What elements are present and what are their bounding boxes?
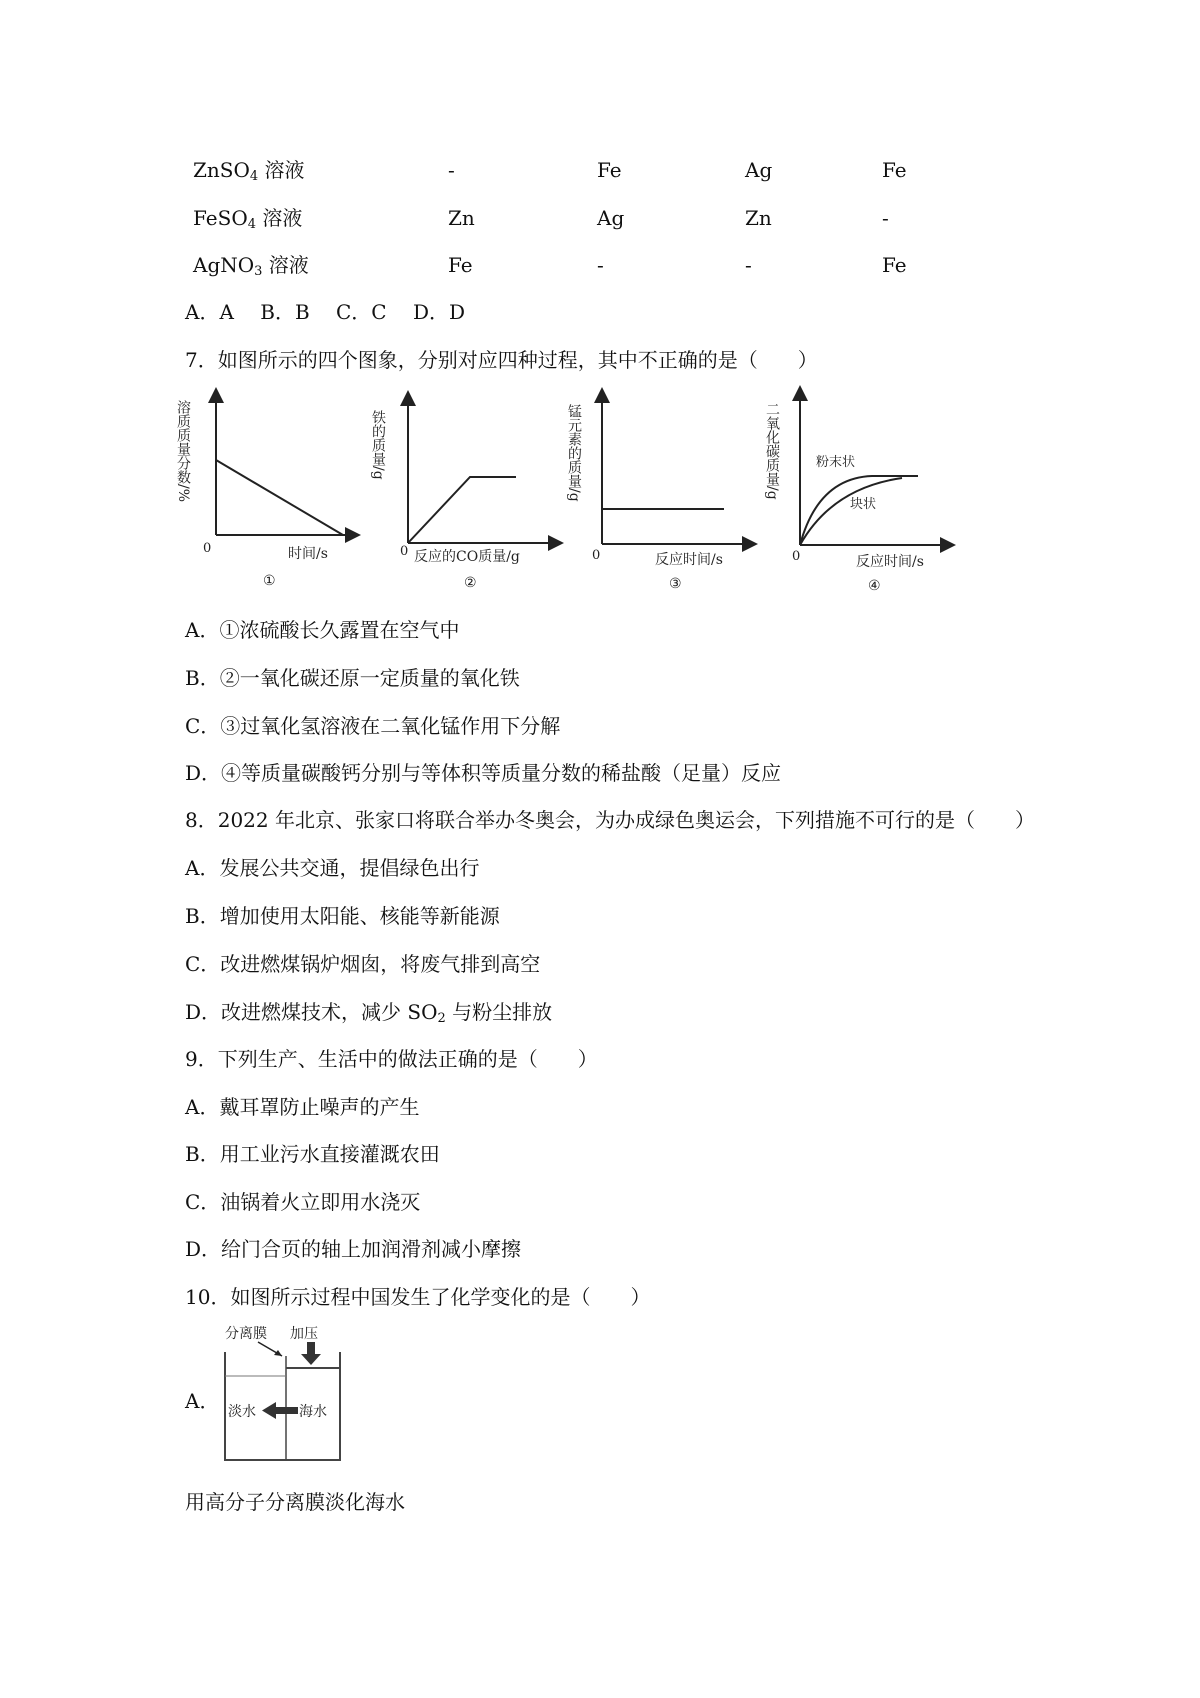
q7-stem: 7．如图所示的四个图象，分别对应四种过程，其中不正确的是（ ） [185, 348, 818, 372]
q8-option-b: B．增加使用太阳能、核能等新能源 [185, 904, 500, 928]
x-axis-label: 时间/s [288, 546, 328, 562]
fresh-water-label: 淡水 [228, 1404, 256, 1420]
q9-stem: 9．下列生产、生活中的做法正确的是（ ） [185, 1047, 598, 1071]
graph-number: ④ [868, 578, 881, 594]
pressure-label: 加压 [290, 1326, 318, 1342]
curve-label-powder: 粉末状 [816, 455, 856, 470]
x-axis-label: 反应的CO质量/g [414, 549, 520, 565]
q10-stem: 10．如图所示过程中国发生了化学变化的是（ ） [185, 1285, 651, 1309]
y-axis-label: 二氧化碳质量/g [764, 402, 780, 500]
q9-option-c: C．油锅着火立即用水浇灭 [185, 1190, 421, 1214]
row-label: AgNO$_3$ 溶液 [193, 253, 309, 279]
q8-option-d: D．改进燃煤技术，减少 $SO_2$ 与粉尘排放 [185, 1000, 553, 1026]
origin-label: 0 [400, 544, 409, 559]
x-axis-label: 反应时间/s [655, 552, 723, 568]
table-cell: - [448, 158, 455, 182]
table-cell: Zn [448, 206, 475, 230]
q7-option-a: A．①浓硫酸长久露置在空气中 [185, 618, 460, 642]
q9-option-b: B．用工业污水直接灌溉农田 [185, 1142, 440, 1166]
origin-label: 0 [203, 541, 212, 556]
origin-label: 0 [592, 548, 601, 563]
q9-option-d: D．给门合页的轴上加润滑剂减小摩擦 [185, 1237, 522, 1261]
q8-option-c: C．改进燃煤锅炉烟囱，将废气排到高空 [185, 952, 541, 976]
table-cell: Zn [745, 206, 772, 230]
sea-water-label: 海水 [299, 1404, 327, 1420]
table-cell: Fe [448, 253, 473, 277]
data-line [216, 460, 343, 535]
y-axis-label: 锰元素的质量/g [566, 404, 582, 502]
table-cell: - [597, 253, 604, 277]
q6-options: A．A B．B C．C D．D [185, 300, 466, 324]
row-label: FeSO$_4$ 溶液 [193, 206, 303, 232]
membrane-label: 分离膜 [225, 1326, 267, 1342]
table-cell: Fe [597, 158, 622, 182]
q8-option-a: A．发展公共交通，提倡绿色出行 [185, 856, 480, 880]
graph-number: ① [263, 573, 276, 589]
q9-option-a: A．戴耳罩防止噪声的产生 [185, 1095, 420, 1119]
q7-option-d: D．④等质量碳酸钙分别与等体积等质量分数的稀盐酸（足量）反应 [185, 761, 782, 785]
data-line [408, 477, 516, 543]
x-axis-label: 反应时间/s [856, 554, 924, 570]
table-cell: Fe [882, 253, 907, 277]
y-axis-label: 溶质质量分数/% [175, 400, 191, 503]
graph-3 [566, 392, 752, 597]
flow-arrow-head [262, 1402, 276, 1419]
origin-label: 0 [792, 549, 801, 564]
q10-option-a-caption: 用高分子分离膜淡化海水 [185, 1490, 405, 1514]
graph-2 [370, 395, 558, 595]
graph-number: ② [464, 575, 477, 591]
flow-arrow-shaft [274, 1407, 298, 1414]
pressure-arrow [307, 1342, 315, 1354]
table-cell: Ag [745, 158, 773, 182]
graph-1 [175, 390, 358, 590]
graph-number: ③ [669, 576, 682, 592]
row-label: ZnSO$_4$ 溶液 [193, 158, 305, 184]
desalination-figure [220, 1322, 350, 1464]
q7-option-c: C．③过氧化氢溶液在二氧化锰作用下分解 [185, 714, 561, 738]
curve-label-lump: 块状 [850, 497, 877, 512]
y-axis-label: 铁的质量/g [370, 410, 386, 480]
table-cell: - [745, 253, 752, 277]
q10-option-a-label: A． [185, 1389, 220, 1413]
table-cell: Ag [597, 206, 625, 230]
table-cell: Fe [882, 158, 907, 182]
table-cell: - [882, 206, 889, 230]
q7-option-b: B．②一氧化碳还原一定质量的氧化铁 [185, 666, 520, 690]
pressure-arrow-head [301, 1354, 321, 1365]
membrane-pointer-head [274, 1350, 282, 1356]
graph-4 [764, 390, 950, 600]
q8-stem: 8．2022 年北京、张家口将联合举办冬奥会，为办成绿色奥运会，下列措施不可行的是（ ） [185, 808, 1035, 832]
